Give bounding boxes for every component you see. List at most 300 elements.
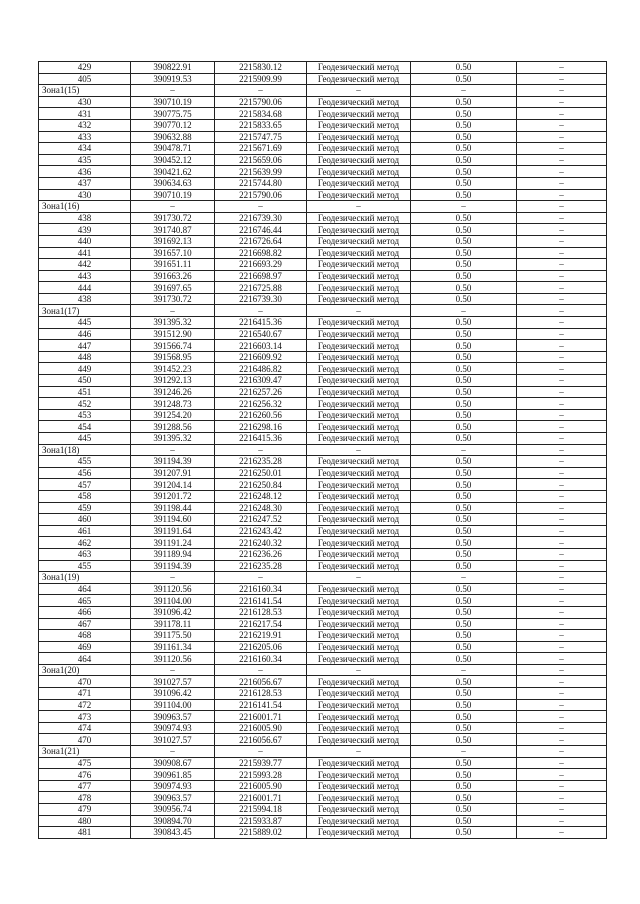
method-cell: Геодезический метод (307, 769, 411, 781)
accuracy-cell: 0.50 (411, 189, 517, 201)
accuracy-cell: 0.50 (411, 433, 517, 445)
table-row (39, 827, 607, 839)
point-number-cell: 450 (39, 375, 131, 387)
description-cell: – (517, 85, 607, 97)
y-coordinate-cell: 2216128.53 (215, 606, 307, 618)
accuracy-cell: 0.50 (411, 827, 517, 839)
point-number-cell: 455 (39, 456, 131, 468)
x-coordinate-cell: 390908.67 (131, 757, 215, 769)
y-coordinate-cell: 2216141.54 (215, 595, 307, 607)
x-coordinate-cell: 390963.57 (131, 792, 215, 804)
table-row (39, 769, 607, 781)
accuracy-cell: 0.50 (411, 525, 517, 537)
table-row (39, 804, 607, 816)
accuracy-cell: 0.50 (411, 363, 517, 375)
zone-header-row (39, 746, 607, 758)
table-row (39, 606, 607, 618)
point-number-cell: 430 (39, 189, 131, 201)
table-row (39, 398, 607, 410)
method-cell: Геодезический метод (307, 467, 411, 479)
accuracy-cell: 0.50 (411, 537, 517, 549)
method-cell: Геодезический метод (307, 351, 411, 363)
accuracy-cell: 0.50 (411, 804, 517, 816)
point-number-cell: 462 (39, 537, 131, 549)
method-cell: Геодезический метод (307, 804, 411, 816)
description-cell: – (517, 386, 607, 398)
method-cell: Геодезический метод (307, 166, 411, 178)
point-number-cell: 439 (39, 224, 131, 236)
y-coordinate-cell: 2216160.34 (215, 653, 307, 665)
method-cell: Геодезический метод (307, 641, 411, 653)
point-number-cell: 464 (39, 583, 131, 595)
method-cell: – (307, 85, 411, 97)
y-coordinate-cell: 2216235.28 (215, 456, 307, 468)
accuracy-cell: 0.50 (411, 618, 517, 630)
accuracy-cell: 0.50 (411, 224, 517, 236)
y-coordinate-cell: – (215, 746, 307, 758)
description-cell: – (517, 235, 607, 247)
table-row (39, 618, 607, 630)
point-number-cell: 464 (39, 653, 131, 665)
point-number-cell: 463 (39, 548, 131, 560)
accuracy-cell: 0.50 (411, 409, 517, 421)
table-row (39, 688, 607, 700)
y-coordinate-cell: 2216257.26 (215, 386, 307, 398)
y-coordinate-cell: 2215933.87 (215, 815, 307, 827)
point-number-cell: 452 (39, 398, 131, 410)
x-coordinate-cell: 391191.24 (131, 537, 215, 549)
method-cell: Геодезический метод (307, 375, 411, 387)
accuracy-cell: 0.50 (411, 235, 517, 247)
point-number-cell: 429 (39, 62, 131, 74)
y-coordinate-cell: 2216486.82 (215, 363, 307, 375)
point-number-cell: 445 (39, 317, 131, 329)
x-coordinate-cell: 390452.12 (131, 154, 215, 166)
method-cell: Геодезический метод (307, 143, 411, 155)
table-row (39, 247, 607, 259)
method-cell: Геодезический метод (307, 722, 411, 734)
point-number-cell: 449 (39, 363, 131, 375)
x-coordinate-cell: 391198.44 (131, 502, 215, 514)
accuracy-cell: 0.50 (411, 734, 517, 746)
point-number-cell: 432 (39, 119, 131, 131)
point-number-cell: 480 (39, 815, 131, 827)
accuracy-cell: 0.50 (411, 815, 517, 827)
method-cell: Геодезический метод (307, 398, 411, 410)
point-number-cell: 405 (39, 73, 131, 85)
accuracy-cell: 0.50 (411, 699, 517, 711)
table-row (39, 479, 607, 491)
x-coordinate-cell: 391175.50 (131, 630, 215, 642)
accuracy-cell: 0.50 (411, 653, 517, 665)
y-coordinate-cell: – (215, 201, 307, 213)
x-coordinate-cell: – (131, 305, 215, 317)
description-cell: – (517, 537, 607, 549)
accuracy-cell: – (411, 444, 517, 456)
accuracy-cell: – (411, 85, 517, 97)
table-row (39, 119, 607, 131)
accuracy-cell: 0.50 (411, 247, 517, 259)
description-cell: – (517, 293, 607, 305)
description-cell: – (517, 351, 607, 363)
point-number-cell: 455 (39, 560, 131, 572)
accuracy-cell: 0.50 (411, 583, 517, 595)
point-number-cell: 443 (39, 270, 131, 282)
table-row (39, 270, 607, 282)
accuracy-cell: 0.50 (411, 317, 517, 329)
description-cell: – (517, 630, 607, 642)
method-cell: Геодезический метод (307, 433, 411, 445)
method-cell: – (307, 201, 411, 213)
point-number-cell: 434 (39, 143, 131, 155)
method-cell: – (307, 664, 411, 676)
accuracy-cell: 0.50 (411, 351, 517, 363)
point-number-cell: 478 (39, 792, 131, 804)
y-coordinate-cell: 2215909.99 (215, 73, 307, 85)
method-cell: Геодезический метод (307, 676, 411, 688)
table-row (39, 317, 607, 329)
y-coordinate-cell: 2216141.54 (215, 699, 307, 711)
x-coordinate-cell: 390421.62 (131, 166, 215, 178)
x-coordinate-cell: 391254.20 (131, 409, 215, 421)
table-row (39, 490, 607, 502)
description-cell: – (517, 444, 607, 456)
y-coordinate-cell: 2216698.82 (215, 247, 307, 259)
x-coordinate-cell: 391194.39 (131, 560, 215, 572)
table-row (39, 676, 607, 688)
table-row (39, 409, 607, 421)
x-coordinate-cell: 391104.00 (131, 595, 215, 607)
x-coordinate-cell: 390961.85 (131, 769, 215, 781)
y-coordinate-cell: – (215, 572, 307, 584)
point-number-cell: 472 (39, 699, 131, 711)
point-number-cell: Зона1(21) (39, 746, 131, 758)
accuracy-cell: 0.50 (411, 792, 517, 804)
x-coordinate-cell: – (131, 746, 215, 758)
method-cell: Геодезический метод (307, 409, 411, 421)
description-cell: – (517, 699, 607, 711)
point-number-cell: 433 (39, 131, 131, 143)
method-cell: – (307, 305, 411, 317)
table-row (39, 166, 607, 178)
accuracy-cell: 0.50 (411, 96, 517, 108)
x-coordinate-cell: 391248.73 (131, 398, 215, 410)
table-row (39, 143, 607, 155)
accuracy-cell: – (411, 305, 517, 317)
method-cell: Геодезический метод (307, 525, 411, 537)
description-cell: – (517, 560, 607, 572)
accuracy-cell: 0.50 (411, 711, 517, 723)
x-coordinate-cell: 391663.26 (131, 270, 215, 282)
x-coordinate-cell: 391288.56 (131, 421, 215, 433)
method-cell: Геодезический метод (307, 293, 411, 305)
x-coordinate-cell: 391201.72 (131, 490, 215, 502)
method-cell: Геодезический метод (307, 653, 411, 665)
y-coordinate-cell: 2216056.67 (215, 676, 307, 688)
zone-header-row (39, 85, 607, 97)
method-cell: Геодезический метод (307, 548, 411, 560)
accuracy-cell: 0.50 (411, 560, 517, 572)
x-coordinate-cell: – (131, 201, 215, 213)
x-coordinate-cell: 390974.93 (131, 722, 215, 734)
accuracy-cell: 0.50 (411, 595, 517, 607)
accuracy-cell: 0.50 (411, 282, 517, 294)
table-row (39, 734, 607, 746)
accuracy-cell: 0.50 (411, 490, 517, 502)
x-coordinate-cell: 390843.45 (131, 827, 215, 839)
x-coordinate-cell: 391512.90 (131, 328, 215, 340)
point-number-cell: 467 (39, 618, 131, 630)
description-cell: – (517, 711, 607, 723)
method-cell: Геодезический метод (307, 421, 411, 433)
point-number-cell: 431 (39, 108, 131, 120)
y-coordinate-cell: 2215833.65 (215, 119, 307, 131)
method-cell: Геодезический метод (307, 630, 411, 642)
y-coordinate-cell: 2216248.30 (215, 502, 307, 514)
y-coordinate-cell: 2215830.12 (215, 62, 307, 74)
method-cell: Геодезический метод (307, 560, 411, 572)
point-number-cell: 454 (39, 421, 131, 433)
x-coordinate-cell: 391246.26 (131, 386, 215, 398)
x-coordinate-cell: 390710.19 (131, 189, 215, 201)
point-number-cell: 460 (39, 514, 131, 526)
method-cell: Геодезический метод (307, 827, 411, 839)
x-coordinate-cell: 391395.32 (131, 317, 215, 329)
method-cell: Геодезический метод (307, 212, 411, 224)
point-number-cell: Зона1(19) (39, 572, 131, 584)
x-coordinate-cell: 391730.72 (131, 293, 215, 305)
y-coordinate-cell: 2216298.16 (215, 421, 307, 433)
point-number-cell: 447 (39, 340, 131, 352)
x-coordinate-cell: 390974.93 (131, 780, 215, 792)
table-row (39, 456, 607, 468)
method-cell: Геодезический метод (307, 259, 411, 271)
description-cell: – (517, 363, 607, 375)
method-cell: Геодезический метод (307, 699, 411, 711)
point-number-cell: 459 (39, 502, 131, 514)
method-cell: Геодезический метод (307, 780, 411, 792)
table-row (39, 351, 607, 363)
accuracy-cell: 0.50 (411, 630, 517, 642)
point-number-cell: Зона1(17) (39, 305, 131, 317)
y-coordinate-cell: 2216309.47 (215, 375, 307, 387)
point-number-cell: 437 (39, 177, 131, 189)
x-coordinate-cell: 391395.32 (131, 433, 215, 445)
x-coordinate-cell: 391692.13 (131, 235, 215, 247)
point-number-cell: 477 (39, 780, 131, 792)
y-coordinate-cell: – (215, 85, 307, 97)
x-coordinate-cell: 391096.42 (131, 606, 215, 618)
point-number-cell: 458 (39, 490, 131, 502)
y-coordinate-cell: 2216248.12 (215, 490, 307, 502)
x-coordinate-cell: 391207.91 (131, 467, 215, 479)
description-cell: – (517, 479, 607, 491)
table-row (39, 189, 607, 201)
y-coordinate-cell: – (215, 305, 307, 317)
table-row (39, 340, 607, 352)
accuracy-cell: 0.50 (411, 154, 517, 166)
accuracy-cell: 0.50 (411, 340, 517, 352)
accuracy-cell: 0.50 (411, 166, 517, 178)
x-coordinate-cell: 391730.72 (131, 212, 215, 224)
description-cell: – (517, 676, 607, 688)
point-number-cell: 453 (39, 409, 131, 421)
accuracy-cell: 0.50 (411, 328, 517, 340)
y-coordinate-cell: 2216725.88 (215, 282, 307, 294)
description-cell: – (517, 653, 607, 665)
point-number-cell: 435 (39, 154, 131, 166)
method-cell: Геодезический метод (307, 618, 411, 630)
description-cell: – (517, 201, 607, 213)
accuracy-cell: 0.50 (411, 467, 517, 479)
method-cell: Геодезический метод (307, 247, 411, 259)
table-row (39, 792, 607, 804)
y-coordinate-cell: 2216005.90 (215, 780, 307, 792)
description-cell: – (517, 409, 607, 421)
point-number-cell: 481 (39, 827, 131, 839)
zone-header-row (39, 305, 607, 317)
table-row (39, 433, 607, 445)
y-coordinate-cell: 2216256.32 (215, 398, 307, 410)
y-coordinate-cell: 2215834.68 (215, 108, 307, 120)
point-number-cell: Зона1(20) (39, 664, 131, 676)
method-cell: Геодезический метод (307, 502, 411, 514)
method-cell: Геодезический метод (307, 177, 411, 189)
table-row (39, 560, 607, 572)
description-cell: – (517, 514, 607, 526)
y-coordinate-cell: 2216236.26 (215, 548, 307, 560)
description-cell: – (517, 804, 607, 816)
y-coordinate-cell: 2215671.69 (215, 143, 307, 155)
point-number-cell: 457 (39, 479, 131, 491)
table-row (39, 73, 607, 85)
accuracy-cell: – (411, 664, 517, 676)
description-cell: – (517, 467, 607, 479)
y-coordinate-cell: 2215744.80 (215, 177, 307, 189)
method-cell: Геодезический метод (307, 282, 411, 294)
description-cell: – (517, 572, 607, 584)
table-row (39, 96, 607, 108)
description-cell: – (517, 618, 607, 630)
y-coordinate-cell: 2215659.06 (215, 154, 307, 166)
description-cell: – (517, 154, 607, 166)
x-coordinate-cell: 391566.74 (131, 340, 215, 352)
description-cell: – (517, 746, 607, 758)
table-row (39, 224, 607, 236)
method-cell: Геодезический метод (307, 131, 411, 143)
point-number-cell: 479 (39, 804, 131, 816)
accuracy-cell: 0.50 (411, 780, 517, 792)
description-cell: – (517, 247, 607, 259)
point-number-cell: 470 (39, 676, 131, 688)
point-number-cell: 474 (39, 722, 131, 734)
y-coordinate-cell: 2216247.52 (215, 514, 307, 526)
method-cell: – (307, 444, 411, 456)
x-coordinate-cell: – (131, 572, 215, 584)
point-number-cell: 448 (39, 351, 131, 363)
method-cell: Геодезический метод (307, 595, 411, 607)
x-coordinate-cell: 391651.11 (131, 259, 215, 271)
y-coordinate-cell: 2216250.84 (215, 479, 307, 491)
accuracy-cell: 0.50 (411, 259, 517, 271)
table-row (39, 757, 607, 769)
y-coordinate-cell: 2216217.54 (215, 618, 307, 630)
y-coordinate-cell: 2216250.01 (215, 467, 307, 479)
point-number-cell: 473 (39, 711, 131, 723)
y-coordinate-cell: 2216160.34 (215, 583, 307, 595)
table-row (39, 282, 607, 294)
method-cell: Геодезический метод (307, 815, 411, 827)
x-coordinate-cell: 390770.12 (131, 119, 215, 131)
accuracy-cell: 0.50 (411, 73, 517, 85)
description-cell: – (517, 433, 607, 445)
x-coordinate-cell: 390634.63 (131, 177, 215, 189)
point-number-cell: 442 (39, 259, 131, 271)
y-coordinate-cell: – (215, 444, 307, 456)
x-coordinate-cell: 391178.11 (131, 618, 215, 630)
description-cell: – (517, 96, 607, 108)
table-row (39, 212, 607, 224)
accuracy-cell: 0.50 (411, 722, 517, 734)
method-cell: Геодезический метод (307, 386, 411, 398)
accuracy-cell: 0.50 (411, 212, 517, 224)
method-cell: Геодезический метод (307, 490, 411, 502)
x-coordinate-cell: – (131, 85, 215, 97)
table-row (39, 328, 607, 340)
method-cell: Геодезический метод (307, 189, 411, 201)
point-number-cell: 446 (39, 328, 131, 340)
x-coordinate-cell: 391104.00 (131, 699, 215, 711)
table-row (39, 154, 607, 166)
x-coordinate-cell: 391568.95 (131, 351, 215, 363)
table-row (39, 583, 607, 595)
description-cell: – (517, 490, 607, 502)
x-coordinate-cell: 391292.13 (131, 375, 215, 387)
y-coordinate-cell: 2215939.77 (215, 757, 307, 769)
method-cell: – (307, 746, 411, 758)
method-cell: Геодезический метод (307, 108, 411, 120)
x-coordinate-cell: – (131, 444, 215, 456)
method-cell: Геодезический метод (307, 96, 411, 108)
description-cell: – (517, 769, 607, 781)
y-coordinate-cell: 2216693.29 (215, 259, 307, 271)
method-cell: Геодезический метод (307, 154, 411, 166)
description-cell: – (517, 664, 607, 676)
method-cell: Геодезический метод (307, 479, 411, 491)
accuracy-cell: 0.50 (411, 398, 517, 410)
y-coordinate-cell: 2216240.32 (215, 537, 307, 549)
table-row (39, 467, 607, 479)
table-row (39, 699, 607, 711)
description-cell: – (517, 305, 607, 317)
x-coordinate-cell: – (131, 664, 215, 676)
method-cell: Геодезический метод (307, 62, 411, 74)
point-number-cell: 445 (39, 433, 131, 445)
table-row (39, 235, 607, 247)
y-coordinate-cell: 2215790.06 (215, 96, 307, 108)
table-row (39, 711, 607, 723)
description-cell: – (517, 583, 607, 595)
description-cell: – (517, 328, 607, 340)
x-coordinate-cell: 391120.56 (131, 583, 215, 595)
description-cell: – (517, 398, 607, 410)
accuracy-cell: 0.50 (411, 676, 517, 688)
description-cell: – (517, 641, 607, 653)
point-number-cell: 470 (39, 734, 131, 746)
y-coordinate-cell: 2216005.90 (215, 722, 307, 734)
y-coordinate-cell: 2216056.67 (215, 734, 307, 746)
table-row (39, 815, 607, 827)
